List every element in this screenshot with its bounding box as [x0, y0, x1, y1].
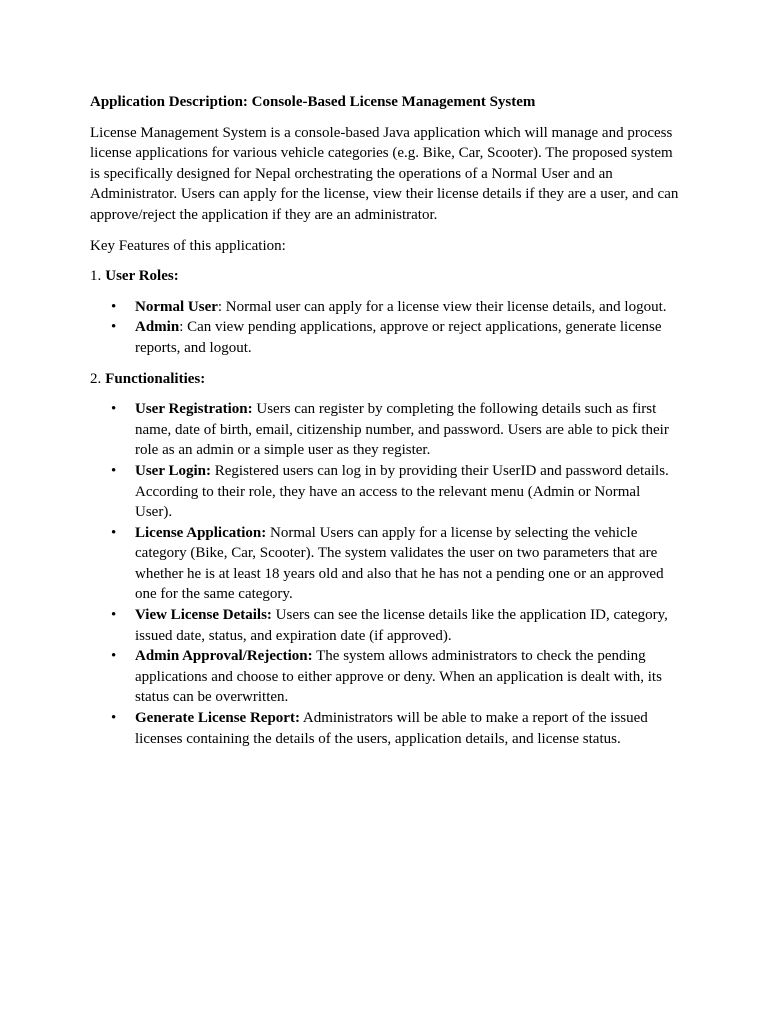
item-term: User Login: — [135, 462, 211, 479]
item-text: : Normal user can apply for a license view their license details, and logout. — [217, 298, 667, 315]
list-item — [90, 646, 680, 708]
item-text: Registered users can log in by providing their UserID and password details. According to their role, they have an access to the relevant menu (Admin or Normal User). — [135, 462, 669, 521]
section-number: 2. — [90, 370, 102, 387]
document-body — [90, 92, 680, 759]
section-number: 1. — [90, 268, 102, 285]
item-text: Normal Users can apply for a license by selecting the vehicle category (Bike, Car, Scooter). The system validates the user on two parameters that are whether he is at least 18 years old and also that he has not a pending one or an approved one for the same category. — [135, 524, 664, 603]
key-features-label: Key Features of this application: — [90, 237, 286, 254]
item-text: : Can view pending applications, approve or reject applications, generate license reports, and logout. — [135, 319, 662, 356]
item-text: The system allows administrators to check the pending applications and choose to either approve or deny. When an application is dealt with, its status can be overwritten. — [135, 648, 662, 706]
section-heading-functionalities — [90, 369, 680, 390]
list-item — [90, 708, 680, 749]
list-item — [90, 523, 680, 605]
item-term: Generate License Report: — [135, 710, 300, 727]
item-term: Admin — [135, 319, 180, 336]
item-text: Users can see the license details like the application ID, category, issued date, status, and expiration date (if approved). — [135, 607, 668, 644]
item-term: User Registration: — [135, 401, 253, 418]
item-text: Administrators will be able to make a report of the issued licenses containing the details of the users, application details, and license status. — [135, 710, 648, 747]
list-item — [90, 317, 680, 358]
section-title: Functionalities: — [105, 370, 206, 387]
bullet-icon: • — [111, 319, 117, 336]
bullet-icon: • — [111, 401, 117, 418]
section-heading-user-roles — [90, 266, 680, 287]
bullet-icon: • — [111, 298, 117, 315]
list-item — [90, 399, 680, 461]
bullet-icon: • — [111, 524, 117, 541]
item-term: License Application: — [135, 524, 267, 541]
item-term: Normal User — [135, 298, 218, 315]
item-text: Users can register by completing the following details such as first name, date of birth, email, citizenship number, and password. Users are able to pick their role as an admin or a simple user as they register. — [135, 401, 669, 459]
bullet-icon: • — [111, 462, 117, 479]
functionalities-list — [90, 399, 680, 749]
user-roles-list — [90, 297, 680, 359]
intro-paragraph: License Management System is a console-based Java application which will manage and process license applications for various vehicle categories (e.g. Bike, Car, Scooter). The proposed system is specifically designed for Nepal orchestrating the operations of a Normal User and an Administrator. Users can apply for the license, view their license details if they are a user, and can approve/reject the application if they are an administrator. — [90, 124, 679, 223]
bullet-icon: • — [111, 710, 117, 727]
item-term: View License Details: — [135, 607, 272, 624]
bullet-icon: • — [111, 607, 117, 624]
document-title: Application Description: Console-Based License Management System — [90, 94, 536, 110]
list-item — [90, 461, 680, 523]
section-title: User Roles: — [105, 268, 179, 285]
list-item — [90, 297, 680, 318]
item-term: Admin Approval/Rejection: — [135, 648, 313, 665]
list-item — [90, 605, 680, 646]
bullet-icon: • — [111, 648, 117, 665]
